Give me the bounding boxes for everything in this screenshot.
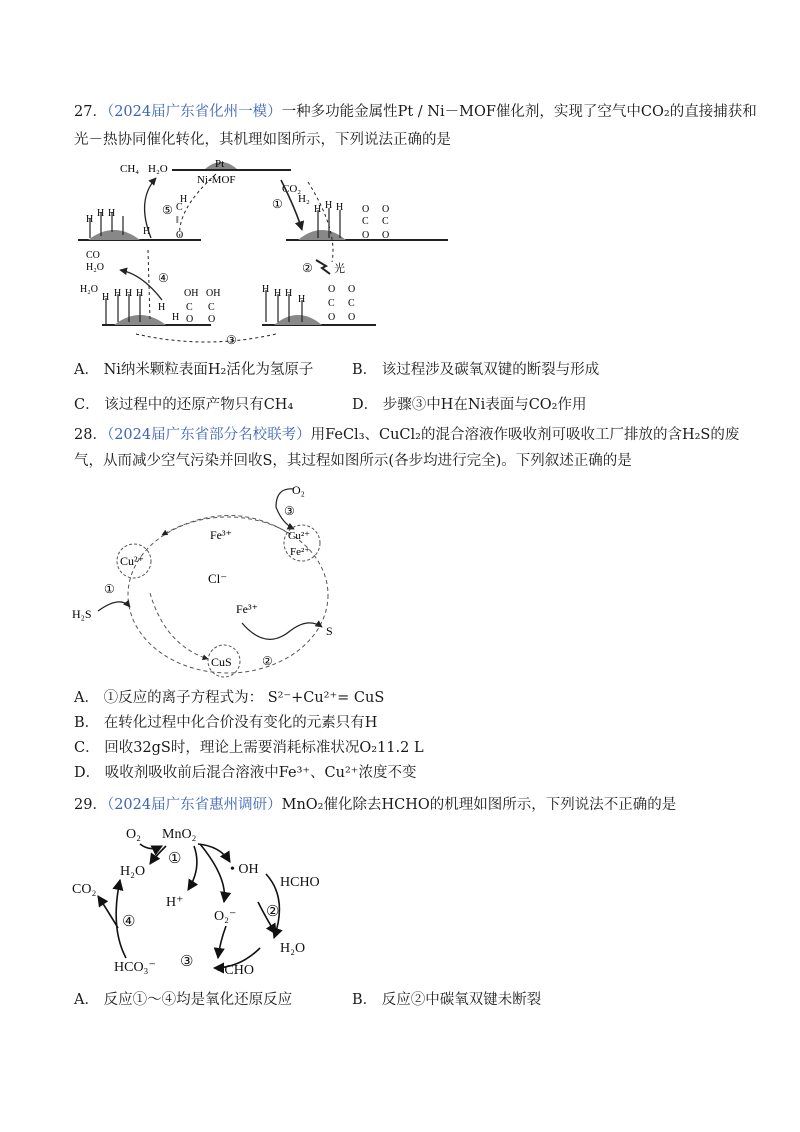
svg-text:H: H — [102, 292, 110, 303]
q27-option-a[interactable]: A． Ni纳米颗粒表面H₂活化为氢原子 — [74, 362, 314, 378]
q28-s-label: S — [326, 624, 333, 638]
pt-label: Pt — [215, 158, 225, 170]
svg-text:C: C — [186, 302, 193, 313]
q28-option-c[interactable]: C． 回收32gS时，理论上需要消耗标准状况O₂11.2 L — [74, 740, 424, 756]
svg-text:C: C — [382, 216, 389, 227]
svg-text:O: O — [362, 230, 370, 241]
q29-h2o-left-label: H₂O — [120, 864, 146, 879]
q27-option-c[interactable]: C． 该过程中的还原产物只有CH₄ — [74, 397, 294, 413]
q28-cus-label: CuS — [211, 655, 232, 669]
ch4-label: CH₄ — [120, 163, 140, 175]
q27-stem-line1 — [74, 102, 757, 122]
q29-option-b[interactable]: B． 反应②中碳氧双键未断裂 — [352, 992, 542, 1008]
svg-text:H: H — [274, 288, 282, 299]
svg-text:H: H — [298, 294, 306, 305]
svg-text:‖: ‖ — [176, 215, 179, 226]
svg-text:C: C — [176, 202, 183, 213]
q28-step1-label: ① — [104, 582, 115, 596]
svg-text:O: O — [348, 284, 356, 295]
svg-text:H: H — [125, 288, 133, 299]
h2o-left-label: H₂O — [80, 284, 98, 295]
q29-stem-text1: MnO₂催化除去HCHO的机理如图所示，下列说法不正确的是 — [281, 797, 677, 813]
svg-text:H: H — [172, 312, 180, 323]
svg-text:O: O — [328, 284, 336, 295]
q29-hcho-label: HCHO — [280, 875, 320, 890]
q27-source[interactable]: （2024届广东省化州一模） — [106, 104, 282, 120]
q28-cycle-diagram — [70, 475, 370, 675]
q28-option-b[interactable]: B． 在转化过程中化合价没有变化的元素只有H — [74, 715, 378, 731]
q29-cho-label: • CHO — [216, 963, 254, 978]
q29-step4-label: ④ — [122, 914, 136, 930]
q28-step3-label: ③ — [284, 504, 295, 518]
q27-stem-line2: 光－热协同催化转化，其机理如图所示，下列说法正确的是 — [74, 132, 451, 148]
q27-stem-text1: 一种多功能金属性Pt / Ni－MOF催化剂，实现了空气中CO₂的直接捕获和 — [281, 104, 757, 120]
svg-text:OH: OH — [184, 288, 199, 299]
q28-fe3-top-label: Fe³⁺ — [210, 528, 232, 542]
q29-number: 29． — [74, 797, 107, 813]
q27-mechanism-diagram — [76, 150, 456, 350]
svg-text:H: H — [136, 288, 144, 299]
q28-o2-label: O₂ — [292, 483, 305, 497]
svg-text:O: O — [328, 312, 336, 323]
step3-label: ③ — [226, 333, 237, 347]
svg-text:H: H — [262, 284, 270, 295]
q29-source[interactable]: （2024届广东省惠州调研） — [106, 797, 282, 813]
svg-text:H: H — [114, 288, 122, 299]
svg-text:C: C — [362, 216, 369, 227]
q28-fe2-label: Fe²⁺ — [290, 546, 311, 558]
svg-text:H: H — [325, 200, 333, 211]
q28-stem-text1: 用FeCl₃、CuCl₂的混合溶液作吸收剂可吸收工厂排放的含H₂S的废 — [310, 427, 740, 443]
svg-text:OH: OH — [206, 288, 221, 299]
q28-h2s-label: H₂S — [72, 607, 92, 621]
q28-number: 28． — [74, 427, 107, 443]
svg-text:H: H — [86, 214, 94, 225]
svg-text:H: H — [97, 208, 105, 219]
q28-cu2-left-label: Cu²⁺ — [120, 554, 144, 568]
light-label: 光 — [334, 263, 345, 275]
q27-option-b[interactable]: B． 该过程涉及碳氧双键的断裂与形成 — [352, 362, 600, 378]
svg-text:O: O — [186, 314, 194, 325]
svg-text:C: C — [328, 298, 335, 309]
q28-fe3-mid-label: Fe³⁺ — [236, 602, 258, 616]
q27-number: 27． — [74, 104, 107, 120]
step2-label: ② — [302, 261, 313, 275]
svg-text:H: H — [180, 194, 188, 205]
step4-label: ④ — [158, 271, 169, 285]
q29-hplus-label: H⁺ — [166, 895, 184, 910]
svg-text:O: O — [362, 204, 370, 215]
svg-text:C: C — [348, 298, 355, 309]
svg-text:H: H — [158, 302, 166, 313]
q28-source[interactable]: （2024届广东省部分名校联考） — [106, 427, 311, 443]
step1-label: ① — [272, 197, 283, 211]
q29-hco3-label: HCO₃⁻ — [114, 960, 156, 975]
q29-o2minus-label: O₂⁻ — [214, 909, 237, 924]
svg-text:O: O — [176, 230, 184, 241]
q29-mno2-label: MnO₂ — [162, 827, 197, 842]
svg-text:H: H — [285, 288, 293, 299]
svg-text:H: H — [108, 208, 116, 219]
q29-option-a[interactable]: A． 反应①～④均是氧化还原反应 — [74, 992, 293, 1008]
q29-step3-label: ③ — [180, 954, 194, 970]
q29-step1-label: ① — [168, 851, 182, 867]
svg-text:H: H — [314, 204, 322, 215]
h2-top-label: H₂ — [298, 193, 310, 205]
q29-o2-label: O₂ — [126, 827, 141, 842]
svg-text:C: C — [208, 302, 215, 313]
q29-step2-label: ② — [266, 904, 280, 920]
q28-option-a[interactable]: A． ①反应的离子方程式为： S²⁻+Cu²⁺= CuS — [74, 690, 385, 706]
co-label: CO — [86, 250, 100, 261]
light-bolt-icon — [316, 260, 330, 274]
q29-mechanism-diagram — [70, 818, 350, 993]
svg-text:O: O — [382, 204, 390, 215]
svg-text:O: O — [208, 314, 216, 325]
svg-text:H: H — [143, 226, 151, 237]
svg-text:O: O — [382, 230, 390, 241]
q29-stem-line1 — [74, 795, 676, 815]
q28-step2-label: ② — [262, 654, 273, 668]
q28-option-d[interactable]: D． 吸收剂吸收前后混合溶液中Fe³⁺、Cu²⁺浓度不变 — [74, 765, 417, 781]
q27-option-d[interactable]: D． 步骤③中H在Ni表面与CO₂作用 — [352, 397, 587, 413]
q28-cl-label: Cl⁻ — [208, 571, 228, 586]
h2o-top-label: H₂O — [148, 163, 168, 175]
q29-h2o-right-label: H₂O — [280, 941, 306, 956]
q28-cu2-right-label: Cu²⁺ — [288, 530, 310, 542]
h2o-mid-label: H₂O — [86, 262, 104, 273]
svg-text:O: O — [348, 312, 356, 323]
q28-stem-line1 — [74, 425, 739, 445]
nimof-label: Ni-MOF — [197, 174, 236, 186]
co2-top-label: CO₂ — [282, 183, 302, 195]
step5-label: ⑤ — [162, 203, 173, 217]
q28-stem-line2: 气，从而减少空气污染并回收S，其过程如图所示(各步均进行完全)。下列叙述正确的是 — [74, 453, 632, 469]
q29-oh-label: • OH — [230, 862, 259, 877]
svg-text:H: H — [336, 202, 344, 213]
q29-co2-label: CO₂ — [72, 882, 97, 897]
